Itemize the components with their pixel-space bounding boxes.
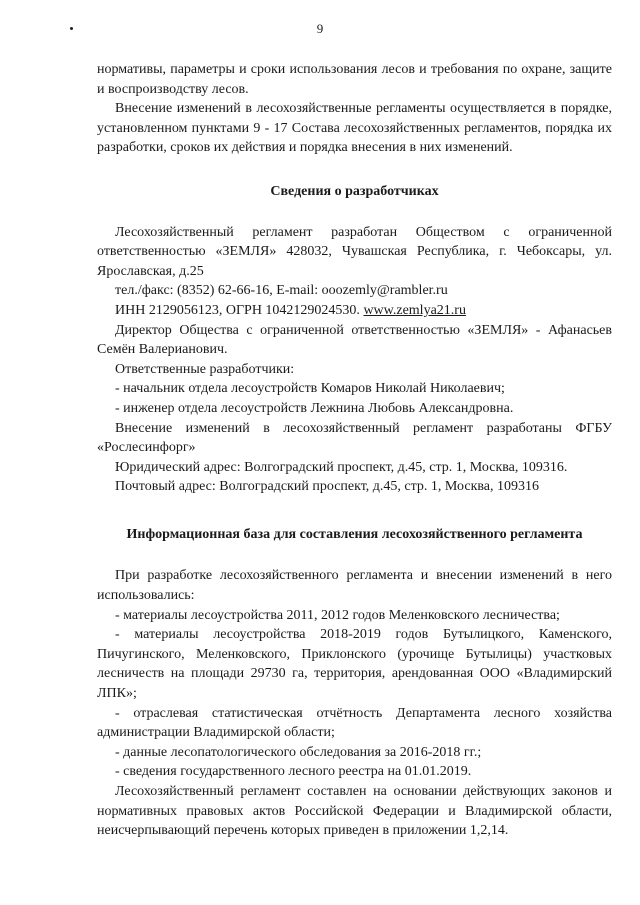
infobase-intro: При разработке лесохозяйственного регламента и внесении изменений в него использовались: — [97, 568, 612, 604]
postal-address: Почтовый адрес: Волгоградский проспект, д.45, стр. 1, Москва, 109316 — [115, 479, 540, 495]
infobase-heading: Информационная база для составления лесохозяйственного регламента — [126, 526, 583, 542]
website-link[interactable]: www.zemlya21.ru — [363, 302, 466, 318]
legal-address: Юридический адрес: Волгоградский проспект, д.45, стр. 1, Москва, 109316. — [115, 459, 568, 475]
intro-paragraph-1: нормативы, параметры и сроки использования лесов и требования по охране, защите и воспроизводству лесов. — [97, 62, 612, 97]
infobase-item-4: - данные лесопатологического обследования за 2016-2018 гг.; — [115, 744, 482, 760]
developer-item-2: - инженер отдела лесоустройств Лежнина Любовь Александровна. — [115, 400, 514, 416]
developer-organization: Лесохозяйственный регламент разработан Обществом с ограниченной ответственностью «ЗЕМЛЯ» 428032, Чувашская Республика, г. Чебоксары, ул. Ярославская, д.25 — [97, 224, 612, 279]
developer-contacts: тел./факс: (8352) 62-66-16, E-mail: ooozemly@rambler.ru — [115, 283, 448, 299]
infobase-closing: Лесохозяйственный регламент составлен на основании действующих законов и нормативных правовых актов Российской Федерации и Владимирской области, неисчерпывающий перечень которых приведен в приложении 1,2,14. — [97, 784, 612, 839]
developer-item-1: - начальник отдела лесоустройств Комаров Николай Николаевич; — [115, 381, 505, 397]
developer-registration — [97, 301, 612, 321]
page-content — [97, 60, 612, 841]
infobase-item-5: - сведения государственного лесного реестра на 01.01.2019. — [115, 764, 472, 780]
amendments-line: Внесение изменений в лесохозяйственный регламент разработаны ФГБУ «Рослесинфорг» — [97, 420, 612, 456]
infobase-item-3: - отраслевая статистическая отчётность Департамента лесного хозяйства администрации Владимирской области; — [97, 705, 612, 741]
intro-paragraph-2: Внесение изменений в лесохозяйственные регламенты осуществляется в порядке, установленном пунктами 9 - 17 Состава лесохозяйственных регламентов, порядка их разработки, сроков их действия и порядка внесения в них изменений. — [97, 101, 612, 156]
director-line: Директор Общества с ограниченной ответственностью «ЗЕМЛЯ» - Афанасьев Семён Валерианович. — [97, 322, 612, 358]
responsible-label: Ответственные разработчики: — [115, 361, 295, 377]
page-number: 9 — [316, 21, 324, 36]
developers-heading: Сведения о разработчиках — [270, 183, 439, 199]
infobase-item-2: - материалы лесоустройства 2018-2019 годов Бутылицкого, Каменского, Пичугинского, Меленковского, Приклонского (урочище Бутылицы) участковых лесничеств на площади 29730 га, территория, арендованная ООО «Владимирский ЛПК»; — [97, 627, 612, 702]
inn-ogrn: ИНН 2129056123, ОГРН 1042129024530. — [115, 302, 364, 318]
infobase-item-1: - материалы лесоустройства 2011, 2012 годов Меленковского лесничества; — [115, 607, 560, 623]
